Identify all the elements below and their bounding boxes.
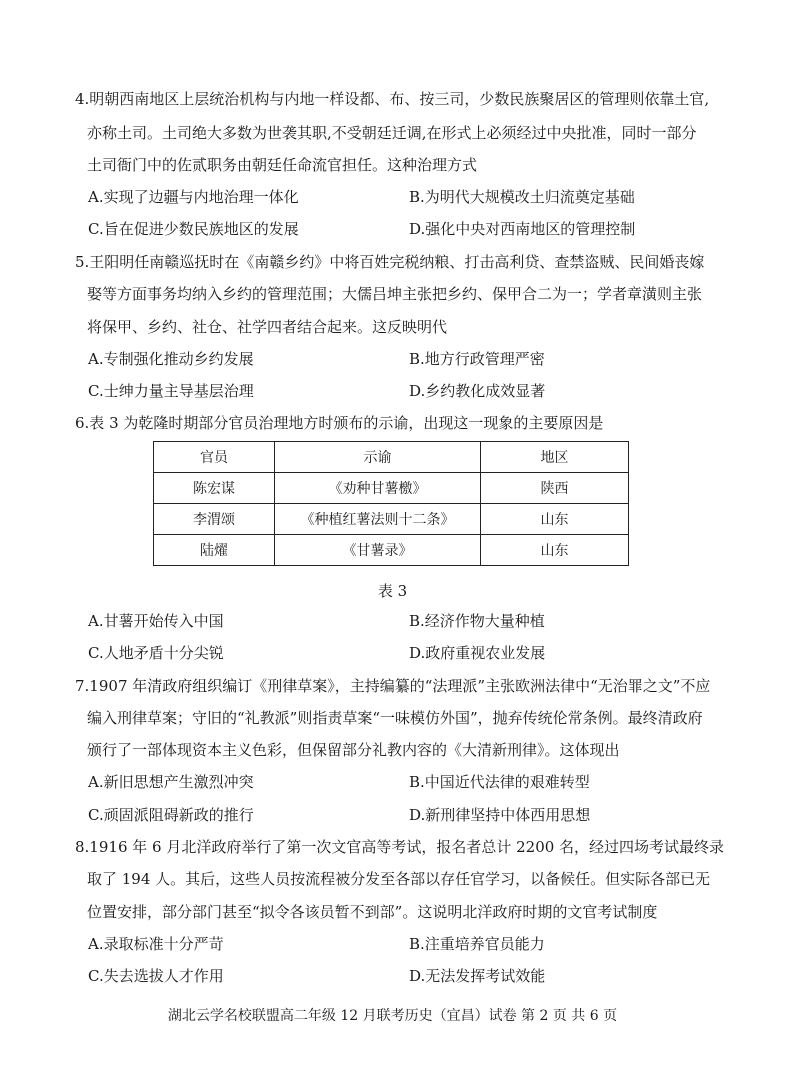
q6-option-b: B.经济作物大量种植 bbox=[409, 612, 545, 630]
q7-option-c: C.顽固派阻碍新政的推行 bbox=[88, 806, 254, 824]
q8-option-b: B.注重培养官员能力 bbox=[409, 935, 545, 953]
table-3 bbox=[153, 441, 629, 566]
q8-stem-line-1: 8.1916 年 6 月北洋政府举行了第一次文官高等考试，报名者总计 2200 名，经过四场考试最终录 bbox=[75, 838, 725, 856]
q4-option-b: B.为明代大规模改土归流奠定基础 bbox=[409, 188, 635, 206]
q7-stem-line-2: 编入刑律草案；守旧的“礼教派”则指责草案“一味模仿外国”，抛弃传统伦常条例。最终清政府 bbox=[87, 709, 703, 727]
q6-stem-line-1: 6.表 3 为乾隆时期部分官员治理地方时颁布的示谕，出现这一现象的主要原因是 bbox=[75, 414, 604, 432]
q8-option-c: C.失去选拔人才作用 bbox=[88, 967, 224, 985]
q7-stem-line-1: 7.1907 年清政府组织编订《刑律草案》，主持编纂的“法理派”主张欧洲法律中“无治罪之文”不应 bbox=[75, 677, 711, 695]
q8-stem-line-2: 取了 194 人。其后，这些人员按流程被分发至各部以存任官学习，以备候任。但实际各部已无 bbox=[87, 870, 711, 888]
q5-stem-line-3: 将保甲、乡约、社仓、社学四者结合起来。这反映明代 bbox=[87, 318, 448, 336]
q5-stem-line-1: 5.王阳明任南赣巡抚时在《南赣乡约》中将百姓完税纳粮、打击高利贷、查禁盗贼、民间婚丧嫁 bbox=[75, 253, 705, 271]
q7-option-d: D.新刑律坚持中体西用思想 bbox=[409, 806, 591, 824]
q4-option-a: A.实现了边疆与内地治理一体化 bbox=[88, 188, 299, 206]
q4-option-c: C.旨在促进少数民族地区的发展 bbox=[88, 220, 299, 238]
q5-option-b: B.地方行政管理严密 bbox=[409, 350, 545, 368]
q7-option-a: A.新旧思想产生激烈冲突 bbox=[88, 773, 254, 791]
q8-option-d: D.无法发挥考试效能 bbox=[409, 967, 546, 985]
q4-option-d: D.强化中央对西南地区的管理控制 bbox=[409, 220, 636, 238]
q4-stem-line-3: 土司衙门中的佐贰职务由朝廷任命流官担任。这种治理方式 bbox=[87, 156, 478, 174]
table-cell: 李渭颂 bbox=[154, 504, 275, 535]
q5-stem-line-2: 娶等方面事务均纳入乡约的管理范围；大儒吕坤主张把乡约、保甲合二为一；学者章潢则主张 bbox=[87, 285, 703, 303]
table-cell: 《劝种甘薯檄》 bbox=[275, 473, 481, 504]
table-cell: 《种植红薯法则十二条》 bbox=[275, 504, 481, 535]
q6-option-c: C.人地矛盾十分尖锐 bbox=[88, 644, 224, 662]
table-row bbox=[154, 535, 629, 566]
q6-option-d: D.政府重视农业发展 bbox=[409, 644, 546, 662]
table-cell: 陕西 bbox=[481, 473, 629, 504]
table-cell: 陈宏谋 bbox=[154, 473, 275, 504]
table-header-cell: 示谕 bbox=[275, 442, 481, 473]
q5-option-d: D.乡约教化成效显著 bbox=[409, 382, 546, 400]
q7-stem-line-3: 颁行了一部体现资本主义色彩，但保留部分礼教内容的《大清新刑律》。这体现出 bbox=[87, 741, 620, 759]
q8-stem-line-3: 位置安排，部分部门甚至“拟令各该员暂不到部”。这说明北洋政府时期的文官考试制度 bbox=[87, 903, 658, 921]
q4-stem-line-1: 4.明朝西南地区上层统治机构与内地一样设都、布、按三司，少数民族聚居区的管理则依靠土官, bbox=[75, 90, 710, 108]
table-cell: 陆燿 bbox=[154, 535, 275, 566]
q6-option-a: A.甘薯开始传入中国 bbox=[88, 612, 224, 630]
table-header-cell: 官员 bbox=[154, 442, 275, 473]
table-cell: 山东 bbox=[481, 504, 629, 535]
table-cell: 山东 bbox=[481, 535, 629, 566]
table-header-row bbox=[154, 442, 629, 473]
table-caption: 表 3 bbox=[377, 582, 408, 600]
page-footer: 湖北云学名校联盟高二年级 12 月联考历史（宜昌）试卷 第 2 页 共 6 页 bbox=[167, 1008, 618, 1024]
q4-stem-line-2: 亦称土司。土司绝大多数为世袭其职,不受朝廷迁调,在形式上必须经过中央批准，同时一部分 bbox=[87, 124, 697, 142]
table-row bbox=[154, 504, 629, 535]
q5-option-a: A.专制强化推动乡约发展 bbox=[88, 350, 254, 368]
table-header-cell: 地区 bbox=[481, 442, 629, 473]
q8-option-a: A.录取标准十分严苛 bbox=[88, 935, 224, 953]
q7-option-b: B.中国近代法律的艰难转型 bbox=[409, 773, 590, 791]
q5-option-c: C.士绅力量主导基层治理 bbox=[88, 382, 254, 400]
table-row bbox=[154, 473, 629, 504]
table-cell: 《甘薯录》 bbox=[275, 535, 481, 566]
